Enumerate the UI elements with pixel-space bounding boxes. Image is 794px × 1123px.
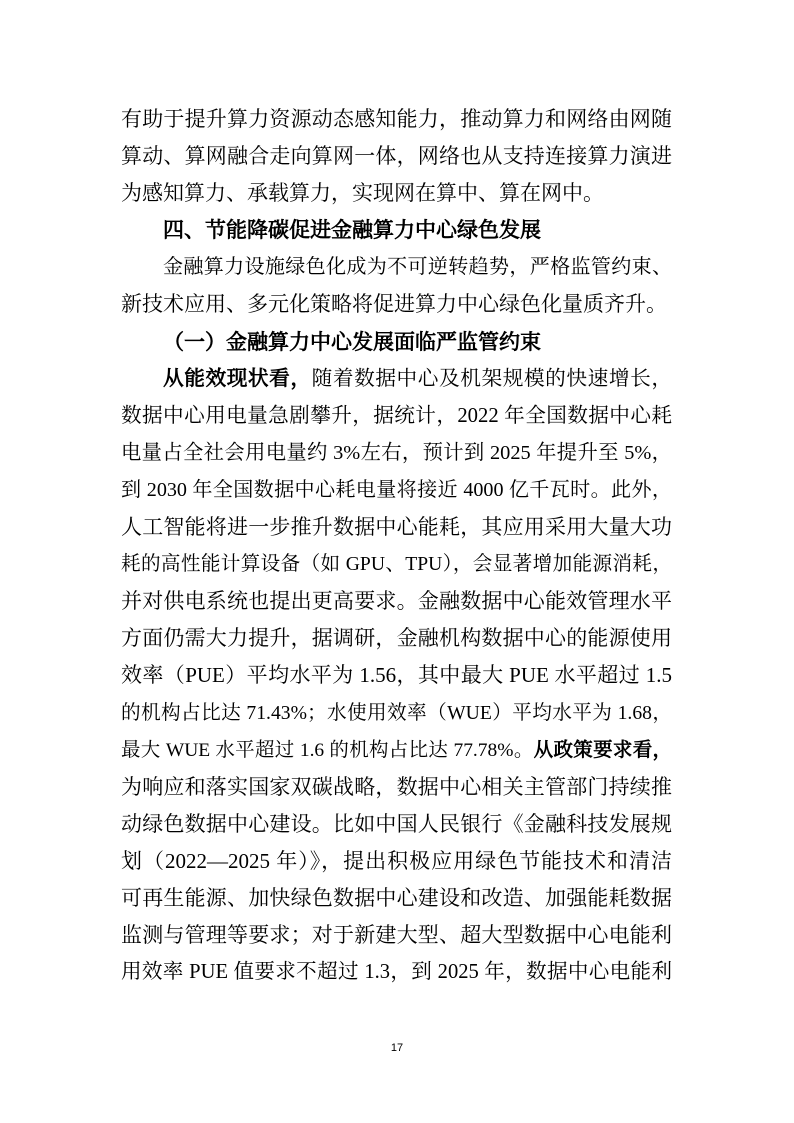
line-text: 划（2022—2025 年）》，提出积极应用绿色节能技术和清洁 bbox=[121, 848, 672, 873]
text-line bbox=[121, 620, 672, 657]
text-line bbox=[121, 769, 672, 806]
body-text bbox=[121, 101, 672, 991]
line-text: 用效率 PUE 值要求不超过 1.3，到 2025 年，数据中心电能利 bbox=[121, 961, 672, 984]
line-text-start: 最大 WUE 水平超过 1.6 的机构占比达 77.78%。 bbox=[121, 739, 534, 761]
line-text: 新技术应用、多元化策略将促进算力中心绿色化量质齐升。 bbox=[121, 292, 667, 317]
text-line bbox=[121, 286, 672, 323]
page-number: 17 bbox=[390, 1042, 404, 1054]
line-text: 电量占全社会用电量约 3%左右，预计到 2025 年提升至 5%， bbox=[121, 441, 672, 464]
line-text: 为响应和落实国家双碳战略，数据中心相关主管部门持续推 bbox=[121, 774, 672, 799]
line-text: 监测与管理等要求；对于新建大型、超大型数据中心电能利 bbox=[121, 923, 672, 948]
line-text: 方面仍需大力提升，据调研，金融机构数据中心的能源使用 bbox=[121, 626, 672, 651]
text-line bbox=[121, 657, 672, 694]
section-heading bbox=[121, 212, 672, 249]
line-text: 算动、算网融合走向算网一体，网络也从支持连接算力演进 bbox=[121, 144, 672, 169]
text-line bbox=[121, 732, 672, 769]
line-text bbox=[163, 368, 672, 390]
subsection-heading bbox=[121, 324, 672, 361]
text-line bbox=[121, 917, 672, 954]
text-line bbox=[121, 806, 672, 843]
text-line bbox=[121, 101, 672, 138]
text-line bbox=[121, 509, 672, 546]
text-line bbox=[121, 695, 672, 732]
text-line bbox=[121, 361, 672, 398]
line-text: 动绿色数据中心建设。比如中国人民银行《金融科技发展规 bbox=[121, 811, 672, 836]
text-line bbox=[121, 880, 672, 917]
line-text: 并对供电系统也提出更高要求。金融数据中心能效管理水平 bbox=[121, 589, 672, 614]
text-line bbox=[121, 546, 672, 583]
text-line bbox=[121, 843, 672, 880]
text-line bbox=[121, 175, 672, 212]
line-text: 耗的高性能计算设备（如 GPU、TPU），会显著增加能源消耗， bbox=[121, 554, 672, 576]
line-text: 可再生能源、加快绿色数据中心建设和改造、加强能耗数据 bbox=[121, 885, 672, 910]
bold-lead-policy: 从政策要求看， bbox=[533, 739, 672, 761]
line-text: 的机构占比达 71.43%；水使用效率（WUE）平均水平为 1.68， bbox=[121, 701, 672, 724]
line-text-rest: 随着数据中心及机架规模的快速增长， bbox=[311, 367, 673, 390]
bold-lead-energy: 从能效现状看， bbox=[163, 367, 312, 390]
text-line bbox=[121, 398, 672, 435]
text-line bbox=[121, 435, 672, 472]
subsection-heading-text: （一）金融算力中心发展面临严监管约束 bbox=[163, 329, 541, 354]
line-text: 为感知算力、承载算力，实现网在算中、算在网中。 bbox=[121, 181, 604, 206]
section-heading-text: 四、节能降碳促进金融算力中心绿色发展 bbox=[163, 218, 541, 243]
text-line bbox=[121, 954, 672, 991]
line-text: 到 2030 年全国数据中心耗电量将接近 4000 亿千瓦时。此外， bbox=[121, 478, 672, 501]
line-text: 数据中心用电量急剧攀升，据统计，2022 年全国数据中心耗 bbox=[121, 404, 672, 427]
text-line bbox=[121, 472, 672, 509]
text-line bbox=[121, 138, 672, 175]
line-text: 人工智能将进一步推升数据中心能耗，其应用采用大量大功 bbox=[121, 515, 672, 540]
line-text: 有助于提升算力资源动态感知能力，推动算力和网络由网随 bbox=[121, 107, 672, 131]
text-line bbox=[121, 249, 672, 286]
line-text: 金融算力设施绿色化成为不可逆转趋势，严格监管约束、 bbox=[163, 256, 672, 279]
line-text bbox=[121, 740, 672, 761]
line-text: 效率（PUE）平均水平为 1.56，其中最大 PUE 水平超过 1.5 bbox=[121, 663, 672, 688]
text-line bbox=[121, 583, 672, 620]
